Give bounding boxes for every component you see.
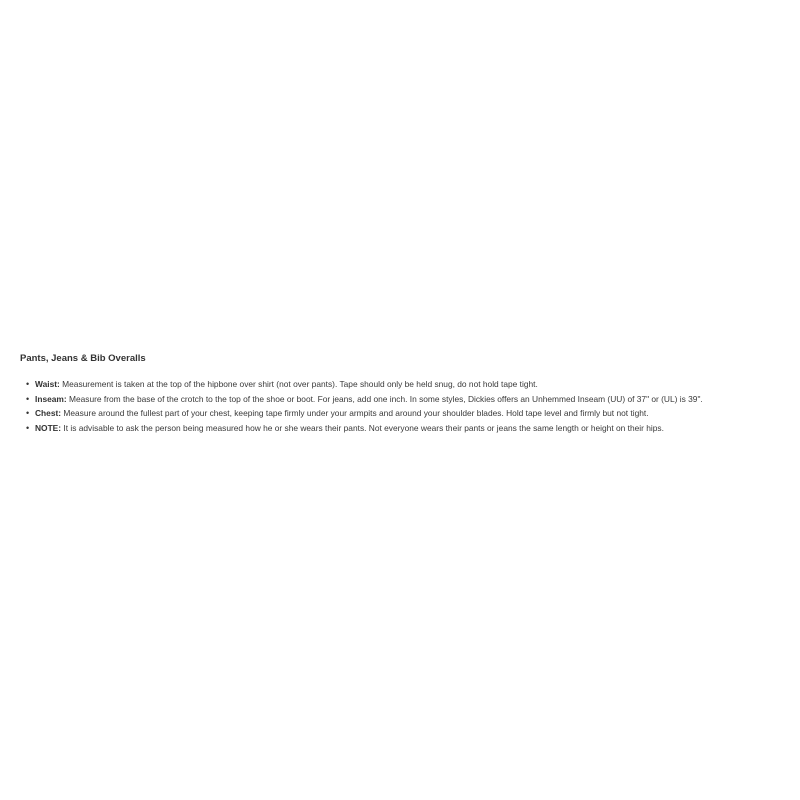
list-item-note bbox=[26, 421, 790, 436]
item-term: Chest: bbox=[35, 408, 62, 418]
item-term: Waist: bbox=[35, 379, 60, 389]
item-text: Measure around the fullest part of your chest, keeping tape firmly under your armpits and around your shoulder blades. Hold tape level and firmly but not tight. bbox=[61, 408, 649, 418]
section-title: Pants, Jeans & Bib Overalls bbox=[20, 353, 146, 364]
bullet-icon: • bbox=[26, 408, 30, 418]
list-item-waist bbox=[26, 377, 790, 392]
item-term: NOTE: bbox=[35, 422, 62, 433]
item-text: Measurement is taken at the top of the hipbone over shirt (not over pants). Tape should only be held snug, do not hold tape tight. bbox=[59, 379, 538, 389]
bullet-icon: • bbox=[26, 393, 30, 404]
measurement-list bbox=[20, 377, 790, 435]
bullet-icon: • bbox=[26, 422, 30, 433]
item-term: Inseam: bbox=[35, 393, 67, 404]
list-item-inseam bbox=[26, 392, 790, 407]
item-text: It is advisable to ask the person being measured how he or she wears their pants. Not everyone wears their pants or jeans the same length or height on their hips. bbox=[61, 422, 664, 433]
list-item-chest bbox=[26, 406, 790, 421]
measurement-guide bbox=[20, 353, 790, 435]
bullet-icon: • bbox=[26, 379, 30, 389]
item-text: Measure from the base of the crotch to the top of the shoe or boot. For jeans, add one inch. In some styles, Dickies offers an Unhemmed Inseam (UU) of 37" or (UL) is 39". bbox=[66, 393, 703, 404]
